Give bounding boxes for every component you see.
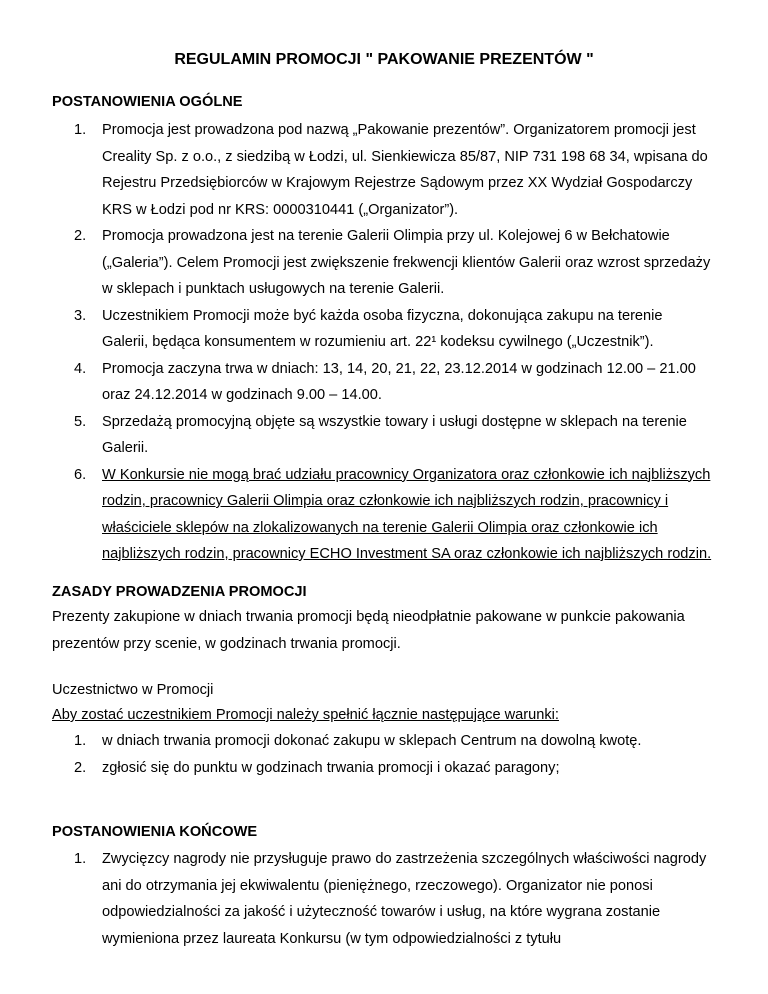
- list-item: [52, 409, 712, 462]
- list-item-number: 3.: [74, 307, 87, 324]
- list-item-text: w dniach trwania promocji dokonać zakupu w sklepach Centrum na dowolną kwotę.: [102, 733, 642, 749]
- list-item-number: 2.: [74, 759, 87, 776]
- list-item: [52, 755, 712, 782]
- list-item: [52, 117, 712, 223]
- rules-paragraph: Prezenty zakupione w dniach trwania promocji będą nieodpłatnie pakowane w punkcie pakowania prezentów przy scenie, w godzinach trwania promocji.: [52, 609, 685, 652]
- list-item: [52, 462, 712, 568]
- list-item-text-underlined: W Konkursie nie mogą brać udziału pracownicy Organizatora oraz członkowie ich najbliższych rodzin, pracownicy Galerii Olimpia oraz członkowie ich najbliższych rodzin, pracownicy i właściciele sklepów na zlokalizowanych na terenie Galerii Olimpia oraz członkowie ich najbliższych rodzin, pracownicy ECHO Investment SA oraz członkowie ich najbliższych rodzin.: [102, 466, 712, 562]
- list-item-number: 2.: [74, 228, 87, 244]
- section-heading-general: POSTANOWIENIA OGÓLNE: [52, 94, 243, 110]
- list-item: [52, 356, 712, 409]
- participation-heading: Uczestnictwo w Promocji: [52, 682, 214, 698]
- list-item: [52, 303, 712, 356]
- section-heading-final: POSTANOWIENIA KOŃCOWE: [52, 824, 258, 840]
- participation-subheading: Aby zostać uczestnikiem Promocji należy spełnić łącznie następujące warunki:: [52, 707, 559, 723]
- list-item-text: Promocja zaczyna trwa w dniach: 13, 14, 20, 21, 22, 23.12.2014 w godzinach 12.00 – 21.00 oraz 24.12.2014 w godzinach 9.00 – 14.00.: [102, 360, 696, 403]
- list-item-number: 1.: [74, 851, 87, 867]
- list-item: [52, 728, 712, 755]
- section-heading-rules: ZASADY PROWADZENIA PROMOCJI: [52, 584, 307, 600]
- list-item-number: 5.: [74, 413, 87, 430]
- list-item: [52, 846, 712, 952]
- list-item-text: Promocja prowadzona jest na terenie Galerii Olimpia przy ul. Kolejowej 6 w Bełchatowie („Galeria”). Celem Promocji jest zwiększenie frekwencji klientów Galerii oraz wzrost sprzedaży w sklepach i punktach usługowych na terenie Galerii.: [102, 228, 711, 297]
- list-item-text: zgłosić się do punktu w godzinach trwania promocji i okazać paragony;: [102, 759, 560, 776]
- list-item-number: 1.: [74, 122, 87, 138]
- list-item-number: 4.: [74, 360, 87, 377]
- list-item-text: Sprzedażą promocyjną objęte są wszystkie towary i usługi dostępne w sklepach na terenie Galerii.: [102, 413, 687, 456]
- list-item-text: Uczestnikiem Promocji może być każda osoba fizyczna, dokonująca zakupu na terenie Galerii, będąca konsumentem w rozumieniu art. 22¹ kodeksu cywilnego („Uczestnik”).: [102, 307, 663, 350]
- list-item-text: Promocja jest prowadzona pod nazwą „Pakowanie prezentów”. Organizatorem promocji jest Creality Sp. z o.o., z siedzibą w Łodzi, ul. Sienkiewicza 85/87, NIP 731 198 68 34, wpisana do Rejestru Przedsiębiorców w Krajowym Rejestrze Sądowym przez XX Wydział Gospodarczy KRS w Łodzi pod nr KRS: 0000310441 („Organizator”).: [102, 122, 708, 218]
- list-item-number: 1.: [74, 733, 87, 749]
- general-provisions-list: [52, 117, 712, 568]
- list-item-number: 6.: [74, 466, 87, 483]
- final-provisions-list: [52, 846, 712, 952]
- list-item-text: Zwycięzcy nagrody nie przysługuje prawo do zastrzeżenia szczególnych właściwości nagrody ani do otrzymania jej ekwiwalentu (pieniężnego, rzeczowego). Organizator nie ponosi odpowiedzialności za jakość i użyteczność towarów i usług, na które wygrana zostanie wymieniona przez laureata Konkursu (w tym odpowiedzialności z tytułu: [102, 851, 707, 947]
- participation-conditions-list: [52, 728, 712, 781]
- page-title: REGULAMIN PROMOCJI " PAKOWANIE PREZENTÓW ": [174, 51, 594, 68]
- list-item: [52, 223, 712, 303]
